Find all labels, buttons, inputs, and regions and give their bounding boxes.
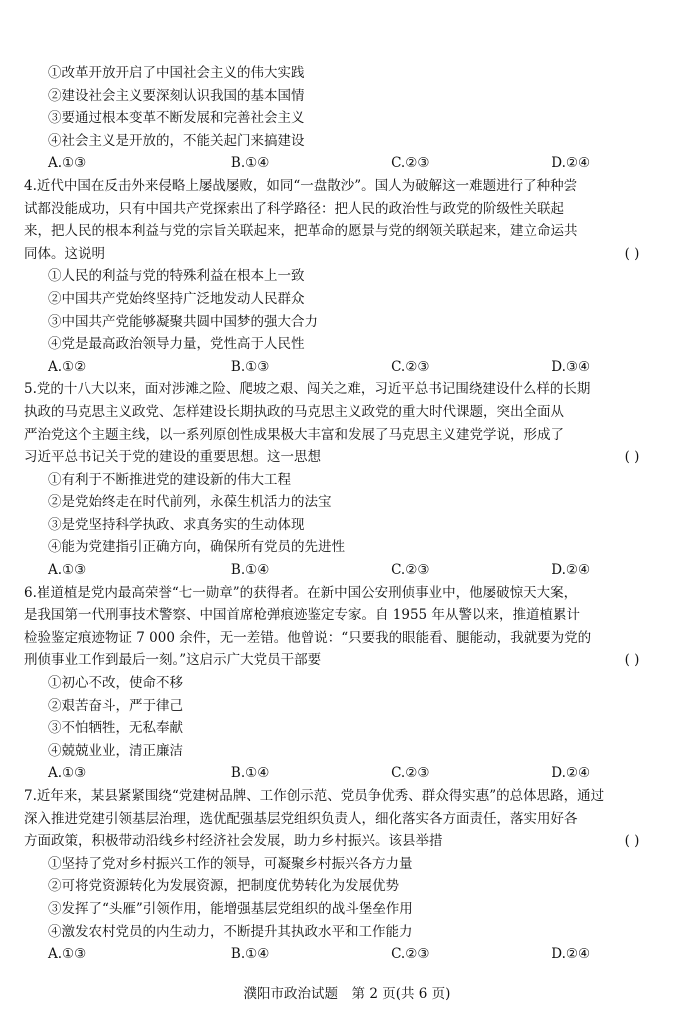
answer-a: A.①③ xyxy=(48,155,87,172)
answer-b: B.①④ xyxy=(230,946,270,963)
option: ④党是最高政治领导力量，党性高于人民性 xyxy=(48,336,305,353)
answer-choices xyxy=(24,943,660,966)
option: ④激发农村党员的内生动力，不断提升其执政水平和工作能力 xyxy=(48,923,413,940)
question-6 xyxy=(24,582,660,785)
answer-bracket: ( ) xyxy=(624,449,640,466)
answer-d: D.②④ xyxy=(551,562,591,579)
answer-c: C.②③ xyxy=(391,562,430,579)
question-stem-text: 刑侦事业工作到最后一刻。”这启示广大党员干部要 xyxy=(24,652,322,669)
question-stem-line: 5.党的十八大以来，面对涉滩之险、爬坡之艰、闯关之难，习近平总书记围绕建设什么样的长期 xyxy=(24,381,591,398)
answer-d: D.②④ xyxy=(551,155,591,172)
answer-b: B.①③ xyxy=(230,358,270,375)
question-stem-line: 检验鉴定痕迹物证 7 000 余件，无一差错。他曾说：“只要我的眼能看、腿能动，我就要为党的 xyxy=(24,629,592,646)
answer-b: B.①④ xyxy=(230,765,270,782)
option: ②中国共产党始终坚持广泛地发动人民群众 xyxy=(48,290,305,307)
answer-bracket: ( ) xyxy=(624,833,640,850)
question-stem-line: 严治党这个主题主线，以一系列原创性成果极大丰富和发展了马克思主义建党学说，形成了 xyxy=(24,426,564,443)
answer-d: D.②④ xyxy=(551,765,591,782)
option: ①初心不改，使命不移 xyxy=(48,675,183,692)
question-stem-line xyxy=(24,446,660,469)
answer-a: A.①③ xyxy=(48,765,87,782)
option: ①改革开放开启了中国社会主义的伟大实践 xyxy=(48,65,305,81)
question-stem-line xyxy=(24,649,660,672)
question-3 xyxy=(24,62,660,175)
answer-bracket: ( ) xyxy=(624,652,640,669)
question-stem-text: 习近平总书记关于党的建设的重要思想。这一思想 xyxy=(24,449,321,466)
option: ③不怕牺牲，无私奉献 xyxy=(48,720,183,737)
answer-d: D.②④ xyxy=(551,946,591,963)
option: ④社会主义是开放的，不能关起门来搞建设 xyxy=(48,132,305,149)
question-stem-line: 4.近代中国在反击外来侵略上屡战屡败，如同“一盘散沙”。国人为破解这一难题进行了种种尝 xyxy=(24,177,578,194)
answer-c: C.②③ xyxy=(391,358,430,375)
option: ③发挥了“头雁”引领作用，能增强基层党组织的战斗堡垒作用 xyxy=(48,900,413,917)
answer-a: A.①③ xyxy=(48,946,87,963)
question-stem-text: 方面政策，积极带动沿线乡村经济社会发展，助力乡村振兴。该县举措 xyxy=(24,833,443,850)
option: ②艰苦奋斗，严于律己 xyxy=(48,697,183,714)
answer-b: B.①④ xyxy=(230,562,270,579)
option: ②是党始终走在时代前列，永葆生机活力的法宝 xyxy=(48,494,332,511)
answer-c: C.②③ xyxy=(391,155,430,172)
questions-content xyxy=(24,62,660,966)
answer-choices xyxy=(24,559,660,582)
question-stem-line: 来，把人民的根本利益与党的宗旨关联起来，把革命的愿景与党的纲领关联起来，建立命运共 xyxy=(24,223,578,240)
option: ②建设社会主义要深刻认识我国的基本国情 xyxy=(48,87,305,104)
answer-bracket: ( ) xyxy=(624,245,640,262)
answer-c: C.②③ xyxy=(391,946,430,963)
option: ③要通过根本变革不断发展和完善社会主义 xyxy=(48,110,305,127)
question-7 xyxy=(24,785,660,966)
question-stem-line: 执政的马克思主义政党、怎样建设长期执政的马克思主义政党的重大时代课题，突出全面从 xyxy=(24,403,564,420)
answer-a: A.①② xyxy=(48,358,87,375)
question-stem-line: 深入推进党建引领基层治理，选优配强基层党组织负责人，细化落实各方面责任，落实用好各 xyxy=(24,810,578,827)
option: ①人民的利益与党的特殊利益在根本上一致 xyxy=(48,268,305,285)
option: ①坚持了党对乡村振兴工作的领导，可凝聚乡村振兴各方力量 xyxy=(48,855,413,872)
answer-choices xyxy=(24,762,660,785)
answer-d: D.③④ xyxy=(551,358,591,375)
question-stem-line xyxy=(24,243,660,266)
option: ④兢兢业业，清正廉洁 xyxy=(48,742,183,759)
option: ③中国共产党能够凝聚共圆中国梦的强大合力 xyxy=(48,313,318,330)
option: ①有利于不断推进党的建设新的伟大工程 xyxy=(48,471,291,488)
question-stem-line: 试都没能成功，只有中国共产党探索出了科学路径：把人民的政治性与政党的阶级性关联起 xyxy=(24,200,564,217)
option: ③是党坚持科学执政、求真务实的生动体现 xyxy=(48,516,305,533)
option: ②可将党资源转化为发展资源，把制度优势转化为发展优势 xyxy=(48,878,399,895)
question-stem-line: 7.近年来，某县紧紧围绕“党建树品牌、工作创示范、党员争优秀、群众得实惠”的总体思路，通过 xyxy=(24,788,605,804)
question-stem-line: 6.崔道植是党内最高荣誉“七一勋章”的获得者。在新中国公安刑侦事业中，他屡破惊天大案， xyxy=(24,584,578,601)
answer-b: B.①④ xyxy=(230,155,270,172)
answer-a: A.①③ xyxy=(48,562,87,579)
question-5 xyxy=(24,378,660,581)
page-footer: 濮阳市政治试题 第 2 页(共 6 页) xyxy=(243,986,451,1002)
option: ④能为党建指引正确方向，确保所有党员的先进性 xyxy=(48,539,345,556)
question-stem-line xyxy=(24,830,660,853)
answer-choices xyxy=(24,152,660,175)
question-stem-line: 是我国第一代刑事技术警察、中国首席枪弹痕迹鉴定专家。自 1955 年从警以来，推道植累计 xyxy=(24,607,580,624)
question-stem-text: 同体。这说明 xyxy=(24,245,105,262)
question-4 xyxy=(24,175,660,378)
answer-choices xyxy=(24,356,660,379)
answer-c: C.②③ xyxy=(391,765,430,782)
